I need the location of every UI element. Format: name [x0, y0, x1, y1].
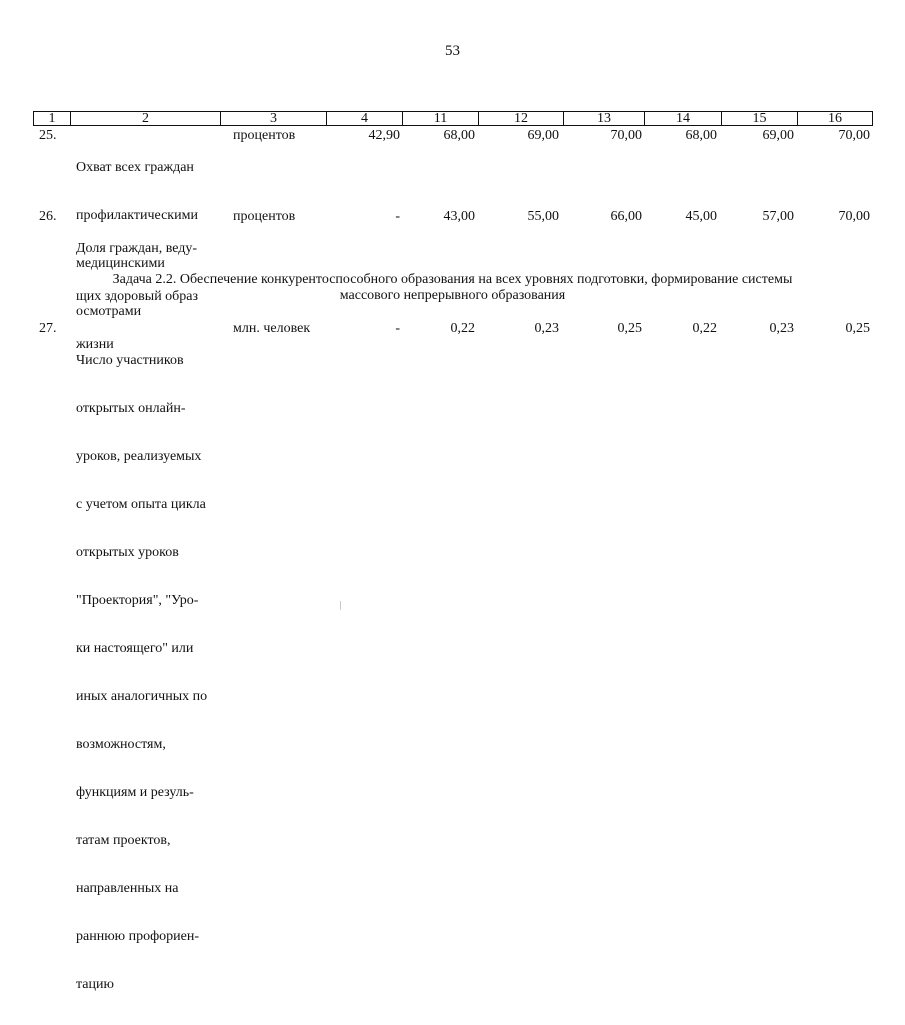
row-indicator-name: [76, 321, 226, 1025]
value-col-16: 70,00: [838, 128, 870, 143]
indicator-name-line: щих здоровый образ: [76, 289, 199, 304]
row-unit: процентов: [233, 209, 296, 224]
value-col-4: 42,90: [368, 128, 400, 143]
row-number: 27.: [39, 321, 57, 336]
indicator-name-line: медицинскими: [76, 256, 165, 271]
indicator-name-line: профилактическими: [76, 208, 198, 223]
row-unit: млн. человек: [233, 321, 311, 336]
value-col-16: 0,25: [845, 321, 870, 336]
indicator-name-line: открытых онлайн-: [76, 401, 186, 416]
indicator-name-line: возможностям,: [76, 737, 166, 752]
indicator-name-line: уроков, реализуемых: [76, 449, 202, 464]
value-col-15: 0,23: [769, 321, 794, 336]
value-col-12: 69,00: [527, 128, 559, 143]
value-col-15: 69,00: [762, 128, 794, 143]
column-header-1: 1: [34, 112, 71, 126]
value-col-13: 66,00: [610, 209, 642, 224]
task-heading-line: Задача 2.2. Обеспечение конкурентоспособного образования на всех уровнях подготовки, формирование системы: [112, 272, 793, 287]
indicator-name-line: тацию: [76, 977, 114, 992]
indicator-name-line: функциям и резуль-: [76, 785, 194, 800]
indicator-name-line: раннюю профориен-: [76, 929, 200, 944]
indicator-name-line: жизни: [76, 337, 114, 352]
indicator-name-line: Доля граждан, веду-: [76, 241, 198, 256]
task-heading-line: массового непрерывного образования: [339, 288, 566, 303]
indicator-name-line: открытых уроков: [76, 545, 179, 560]
value-col-11: 43,00: [443, 209, 475, 224]
value-col-11: 68,00: [443, 128, 475, 143]
value-col-12: 55,00: [527, 209, 559, 224]
value-col-13: 70,00: [610, 128, 642, 143]
column-header-3: 3: [221, 112, 327, 126]
indicator-name-line: ки настоящего" или: [76, 641, 194, 656]
value-col-4: -: [395, 321, 400, 336]
scan-artifact-mark: ⁄: [336, 600, 346, 612]
column-header-row: [33, 111, 873, 126]
value-col-13: 0,25: [617, 321, 642, 336]
column-header-12: 12: [479, 112, 564, 126]
page-number: 53: [445, 43, 460, 59]
value-col-4: -: [395, 209, 400, 224]
column-header-11: 11: [403, 112, 479, 126]
value-col-12: 0,23: [534, 321, 559, 336]
row-number: 26.: [39, 209, 57, 224]
indicator-name-line: направленных на: [76, 881, 179, 896]
column-header-14: 14: [645, 112, 722, 126]
row-number: 25.: [39, 128, 57, 143]
indicator-name-line: татам проектов,: [76, 833, 171, 848]
column-header-16: 16: [798, 112, 873, 126]
task-heading: [0, 272, 905, 304]
indicator-name-line: "Проектория", "Уро-: [76, 593, 199, 608]
value-col-15: 57,00: [762, 209, 794, 224]
indicator-name-line: иных аналогичных по: [76, 689, 208, 704]
indicator-name-line: осмотрами: [76, 304, 142, 319]
value-col-14: 0,22: [692, 321, 717, 336]
row-unit: процентов: [233, 128, 296, 143]
value-col-14: 68,00: [685, 128, 717, 143]
column-header-15: 15: [722, 112, 798, 126]
column-header-2: 2: [71, 112, 221, 126]
indicator-name-line: Число участников: [76, 353, 184, 368]
indicator-name-line: Охват всех граждан: [76, 160, 194, 175]
value-col-11: 0,22: [450, 321, 475, 336]
column-header-4: 4: [327, 112, 403, 126]
value-col-14: 45,00: [685, 209, 717, 224]
indicator-name-line: с учетом опыта цикла: [76, 497, 206, 512]
column-header-13: 13: [564, 112, 645, 126]
value-col-16: 70,00: [838, 209, 870, 224]
